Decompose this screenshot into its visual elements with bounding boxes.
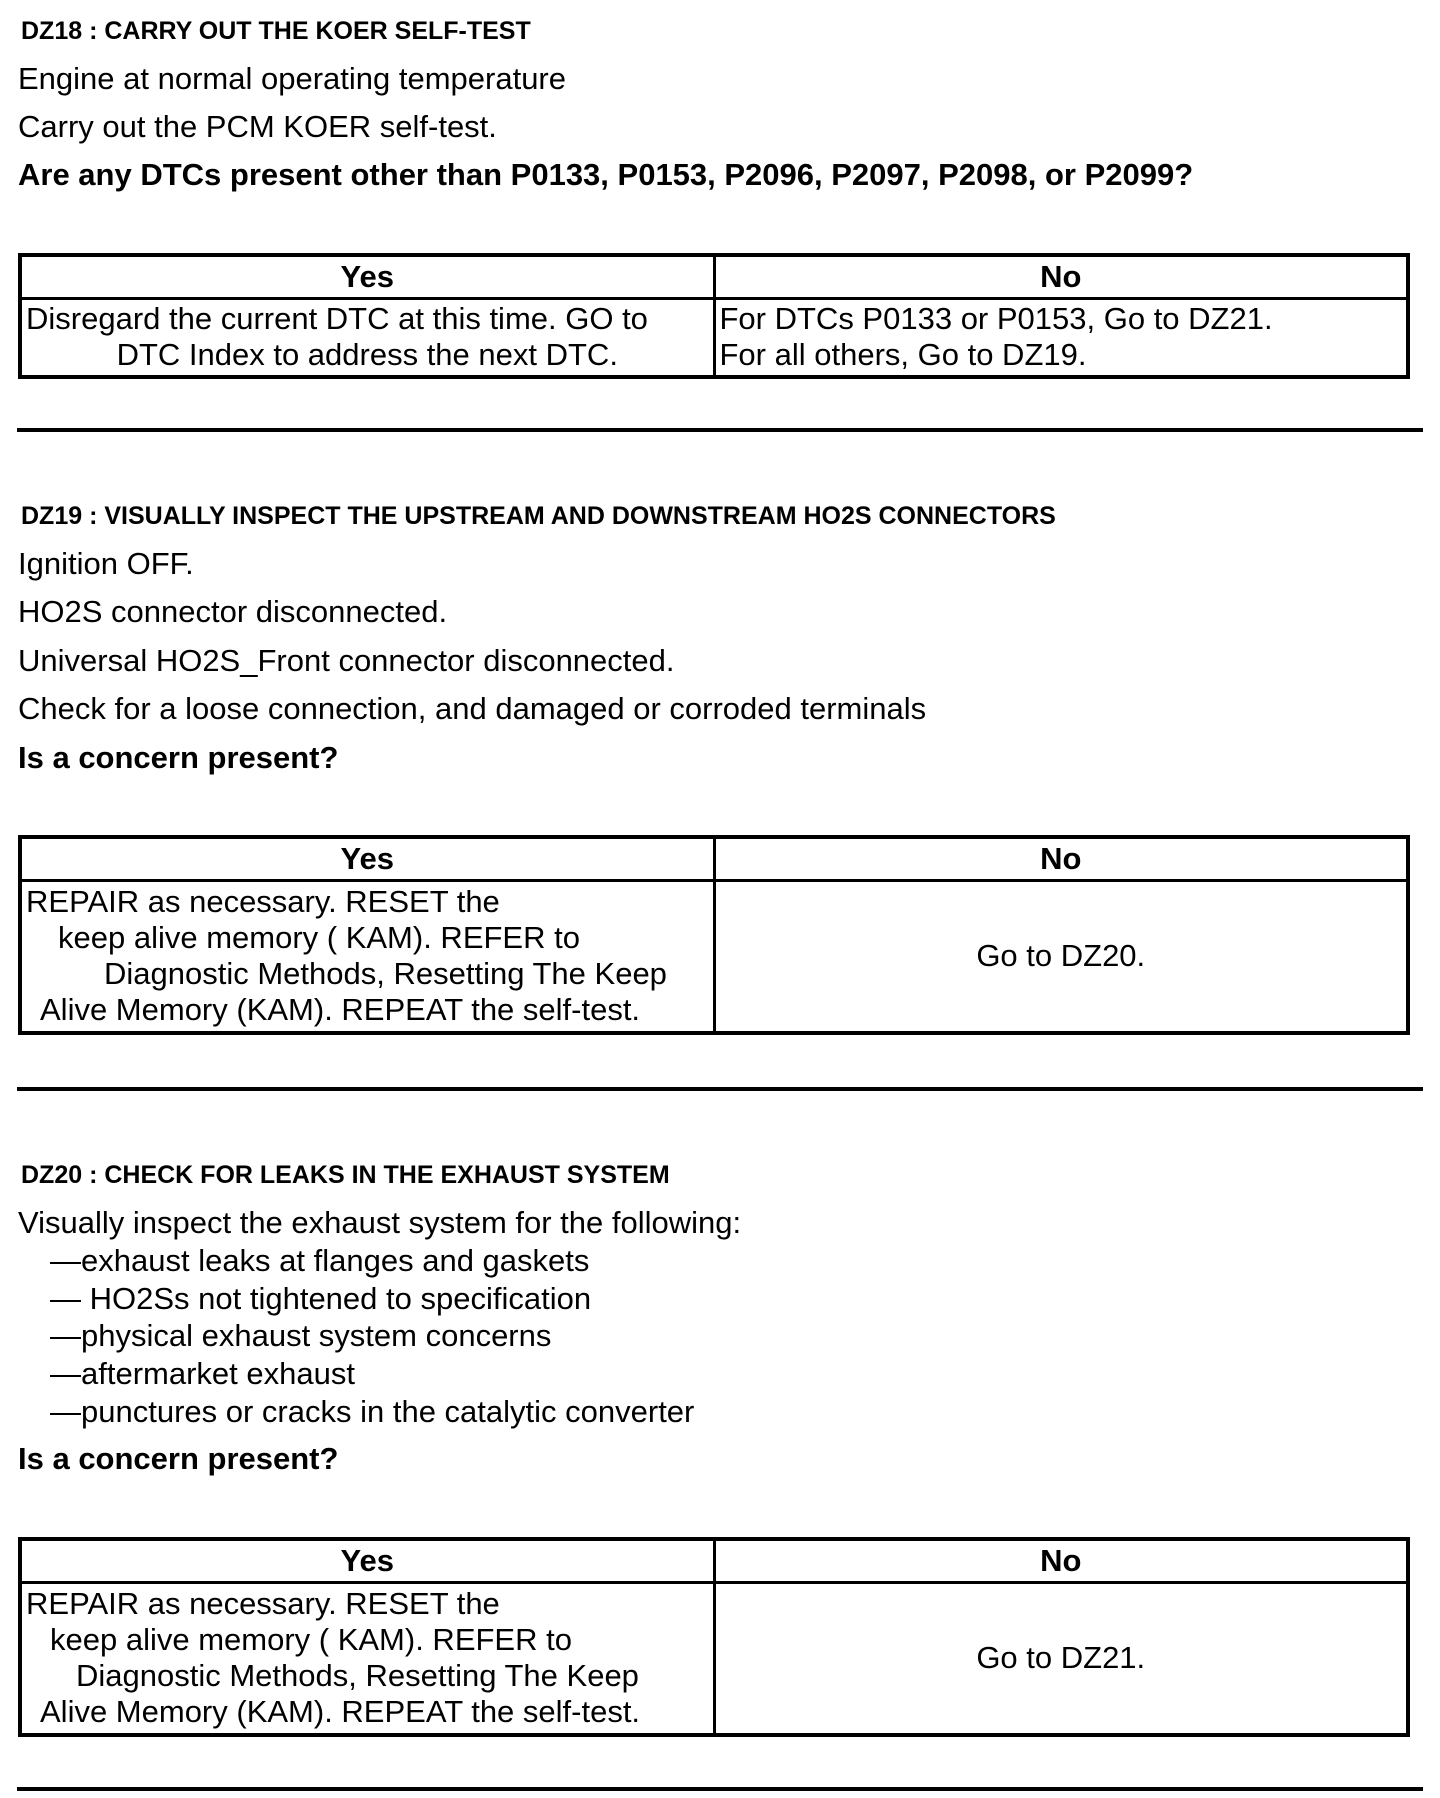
instruction-line: Visually inspect the exhaust system for the following: (18, 1205, 742, 1240)
instruction-line: Check for a loose connection, and damaged or corroded terminals (18, 691, 927, 726)
no-cell-line: Go to DZ20. (976, 938, 1146, 974)
yes-header: Yes (20, 837, 714, 881)
yes-cell-line: DTC Index to address the next DTC. (116, 337, 618, 373)
instruction-line: Universal HO2S_Front connector disconnected. (18, 643, 675, 678)
decision-table-dz20 (18, 1537, 1410, 1737)
no-header: No (714, 837, 1408, 881)
yes-header: Yes (20, 1539, 714, 1583)
section-question-dz18: Are any DTCs present other than P0133, P0153, P2096, P2097, P2098, or P2099? (18, 157, 1194, 192)
no-cell (714, 299, 1408, 377)
section-divider (17, 428, 1423, 432)
instruction-line: Ignition OFF. (18, 546, 194, 581)
bullet-item: —physical exhaust system concerns (50, 1318, 552, 1353)
yes-cell-line: keep alive memory ( KAM). REFER to (58, 920, 580, 956)
yes-header: Yes (20, 255, 714, 299)
yes-cell (20, 1583, 714, 1735)
instruction-line: HO2S connector disconnected. (18, 594, 448, 629)
yes-cell (20, 299, 714, 377)
no-cell-line: For DTCs P0133 or P0153, Go to DZ21. (719, 301, 1273, 337)
yes-cell (20, 881, 714, 1033)
no-cell-line: Go to DZ21. (976, 1640, 1146, 1676)
no-cell-line: For all others, Go to DZ19. (719, 337, 1087, 373)
yes-cell-line: Diagnostic Methods, Resetting The Keep (104, 956, 667, 992)
section-divider (17, 1787, 1423, 1791)
yes-cell-line: Disregard the current DTC at this time. GO to (26, 301, 648, 337)
bullet-item: — HO2Ss not tightened to specification (50, 1281, 592, 1316)
no-cell (714, 1583, 1408, 1735)
yes-cell-line: Alive Memory (KAM). REPEAT the self-test. (40, 1694, 641, 1730)
no-cell (714, 881, 1408, 1033)
yes-cell-line: REPAIR as necessary. RESET the (26, 884, 500, 920)
decision-table-dz18 (18, 253, 1410, 379)
yes-cell-line: Diagnostic Methods, Resetting The Keep (76, 1658, 639, 1694)
section-heading-dz18: DZ18 : CARRY OUT THE KOER SELF-TEST (21, 17, 531, 45)
section-divider (17, 1087, 1423, 1091)
yes-cell-line: keep alive memory ( KAM). REFER to (50, 1622, 572, 1658)
decision-table-dz19 (18, 835, 1410, 1035)
instruction-line: Carry out the PCM KOER self-test. (18, 109, 497, 144)
section-heading-dz20: DZ20 : CHECK FOR LEAKS IN THE EXHAUST SYSTEM (21, 1161, 670, 1189)
bullet-item: —aftermarket exhaust (50, 1356, 355, 1391)
yes-cell-line: REPAIR as necessary. RESET the (26, 1586, 500, 1622)
bullet-item: —exhaust leaks at flanges and gaskets (50, 1243, 590, 1278)
no-header: No (714, 255, 1408, 299)
yes-cell-line: Alive Memory (KAM). REPEAT the self-test. (40, 992, 641, 1028)
bullet-item: —punctures or cracks in the catalytic converter (50, 1394, 695, 1429)
section-heading-dz19: DZ19 : VISUALLY INSPECT THE UPSTREAM AND DOWNSTREAM HO2S CONNECTORS (21, 502, 1056, 530)
section-question-dz19: Is a concern present? (18, 740, 339, 775)
instruction-line: Engine at normal operating temperature (18, 61, 566, 96)
no-header: No (714, 1539, 1408, 1583)
section-question-dz20: Is a concern present? (18, 1441, 339, 1476)
